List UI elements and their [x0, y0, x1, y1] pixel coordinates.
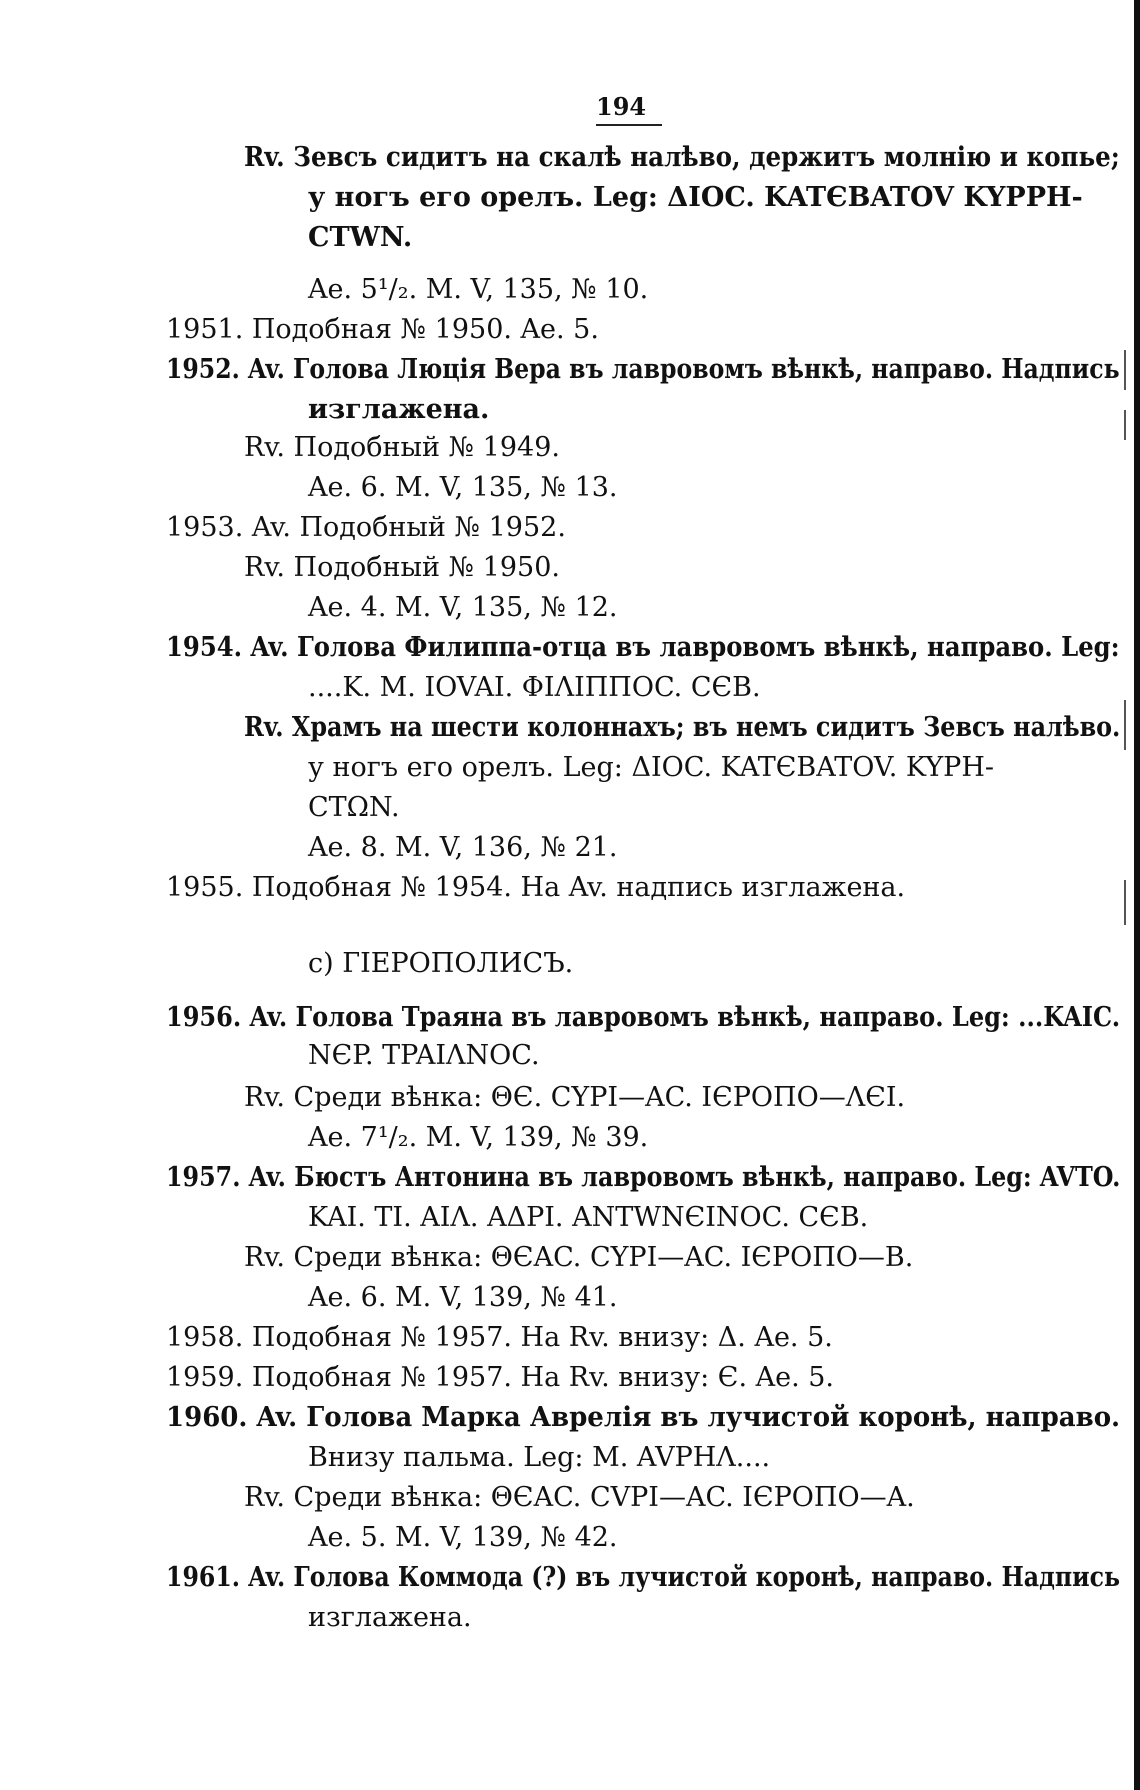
text-line: Rv. Среди вѣнка: ΘЄAC. CVPI—AC. IЄPOΠO—A.: [244, 1482, 915, 1513]
text-line: 1959. Подобная № 1957. На Rv. внизу: Є. Ae. 5.: [166, 1362, 835, 1393]
text-line: Ae. 5¹/₂. M. V, 135, № 10.: [308, 274, 649, 305]
text-line: KAI. TI. AIΛ. AΔPI. ANTWNЄINOC. CЄB.: [308, 1202, 869, 1233]
text-line: 1954. Av. Голова Филиппа-отца въ лавровомъ вѣнкѣ, направо. Leg:: [166, 632, 1120, 663]
text-line: Rv. Подобный № 1950.: [244, 552, 560, 583]
text-line: Rv. Среди вѣнка: ΘЄ. CYPI—AC. IЄPOΠO—ΛЄI.: [244, 1082, 906, 1113]
text-line: CTΩN.: [308, 792, 400, 823]
text-line: Ae. 5. M. V, 139, № 42.: [308, 1522, 618, 1553]
text-line: Ae. 7¹/₂. M. V, 139, № 39.: [308, 1122, 649, 1153]
text-line: 1957. Av. Бюстъ Антонина въ лавровомъ вѣнкѣ, направо. Leg: AVTO.: [166, 1162, 1121, 1193]
section-heading: c) ГІЕРОПОЛИСЪ.: [308, 948, 574, 979]
text-line: Ae. 8. M. V, 136, № 21.: [308, 832, 618, 863]
text-line: 1952. Av. Голова Люція Вера въ лавровомъ вѣнкѣ, направо. Надпись: [166, 354, 1120, 385]
text-line: Rv. Среди вѣнка: ΘЄAC. CYPI—AC. IЄPOΠO—B.: [244, 1242, 914, 1273]
text-line: 1951. Подобная № 1950. Ae. 5.: [166, 314, 599, 345]
text-line: 1958. Подобная № 1957. На Rv. внизу: Δ. Ae. 5.: [166, 1322, 833, 1353]
text-line: Ae. 6. M. V, 139, № 41.: [308, 1282, 618, 1313]
text-line: Ae. 4. M. V, 135, № 12.: [308, 592, 618, 623]
text-line: 1953. Av. Подобный № 1952.: [166, 512, 566, 543]
text-line: ....K. M. IOVAI. ΦIΛIΠΠOC. CЄB.: [308, 672, 761, 703]
text-line: Внизу пальма. Leg: M. AVPHΛ....: [308, 1442, 771, 1473]
text-line: изглажена.: [308, 1602, 472, 1633]
text-line: изглажена.: [308, 394, 490, 425]
text-line: у ногъ его орелъ. Leg: ΔIOC. KATЄBATOV. KYPH-: [308, 752, 994, 783]
scan-mark: [1124, 880, 1126, 925]
page-number-rule: [596, 124, 662, 126]
text-line: 1955. Подобная № 1954. На Av. надпись изглажена.: [166, 872, 906, 903]
scan-mark: [1124, 410, 1126, 440]
scan-edge-line: [1134, 0, 1140, 1790]
scan-mark: [1124, 350, 1126, 390]
text-line: Ae. 6. M. V, 135, № 13.: [308, 472, 618, 503]
text-line: 1956. Av. Голова Траяна въ лавровомъ вѣнкѣ, направо. Leg: ...KAIC.: [166, 1002, 1121, 1033]
text-line: Rv. Зевсъ сидитъ на скалѣ налѣво, держитъ молнію и копье;: [244, 142, 1120, 173]
text-line: CTWN.: [308, 222, 413, 253]
text-line: NЄP. TPAIΛNOC.: [308, 1040, 540, 1071]
text-line: 1960. Av. Голова Марка Аврелія въ лучистой коронѣ, направо.: [166, 1402, 1121, 1433]
text-line: 1961. Av. Голова Коммода (?) въ лучистой коронѣ, направо. Надпись: [166, 1562, 1121, 1593]
text-line: у ногъ его орелъ. Leg: ΔIOC. KATЄBATOV KYPPH-: [308, 182, 1083, 213]
text-line: Rv. Храмъ на шести колоннахъ; въ немъ сидитъ Зевсъ налѣво.: [244, 712, 1121, 743]
page-number: 194: [596, 92, 647, 121]
text-line: Rv. Подобный № 1949.: [244, 432, 560, 463]
scan-mark: [1124, 700, 1126, 750]
